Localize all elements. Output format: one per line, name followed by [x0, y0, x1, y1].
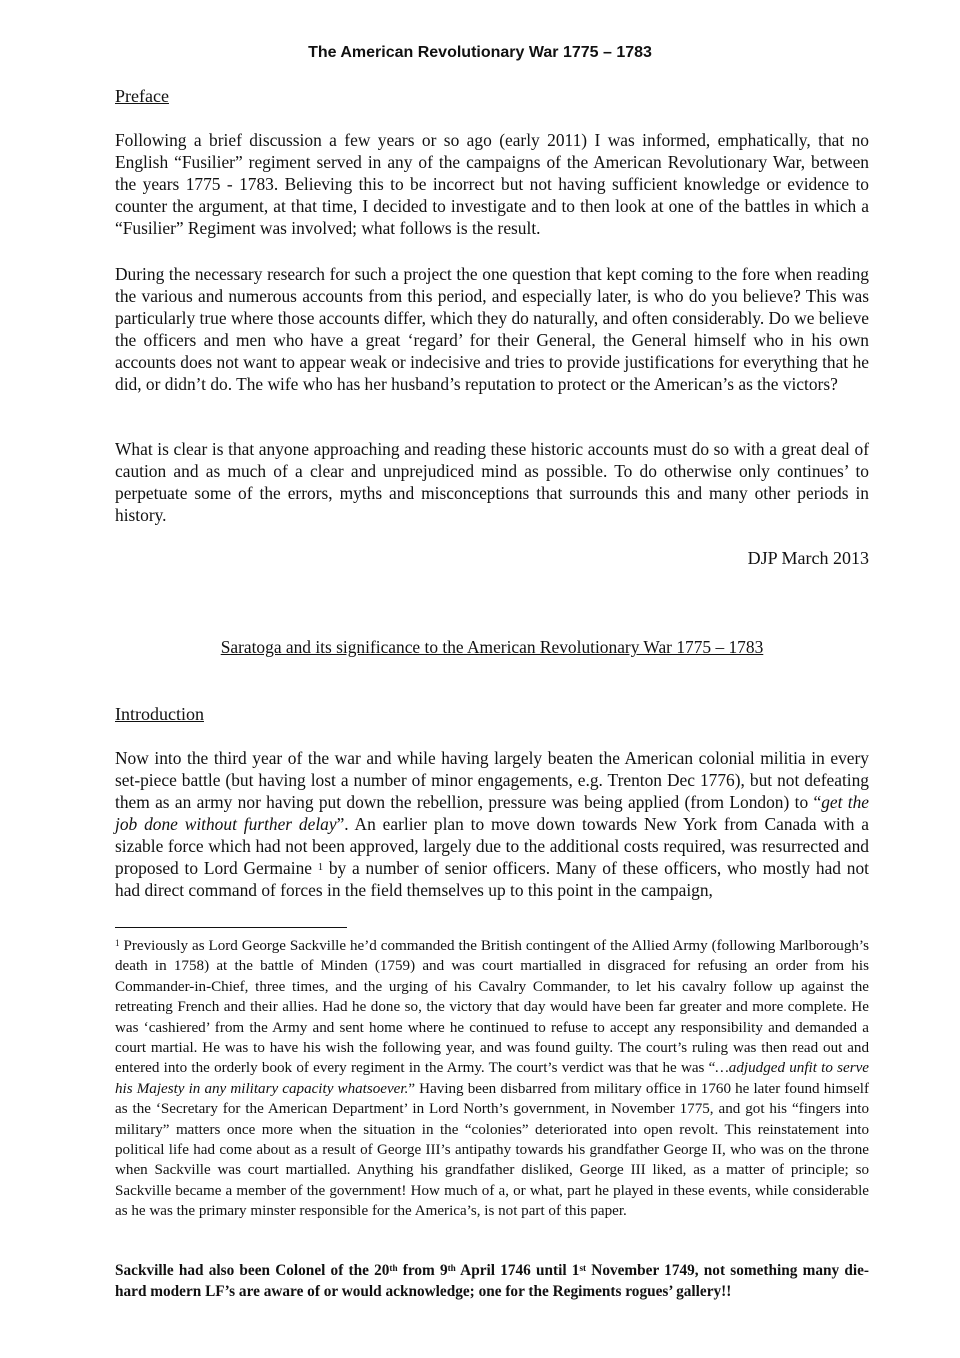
note-sup-3: st [579, 1263, 587, 1274]
note-sup-2: th [447, 1263, 456, 1274]
introduction-paragraph [115, 747, 869, 901]
preface-heading: Preface [115, 86, 169, 106]
footnote [115, 936, 869, 1222]
intro-text-3: by a number of senior officers. Many of these officers, who mostly had not had direct command of forces in the field themselves up to this point in the campaign, [115, 858, 869, 900]
footnote-reference[interactable]: 1 [317, 861, 324, 873]
footnote-quote: …adjudged unfit to serve his Majesty in any military capacity whatsoever. [115, 1060, 869, 1097]
note-text-2: from 9 [397, 1262, 448, 1279]
footnote-text-2: ” Having been disbarred from military office in 1760 he later found himself as the ‘Secretary for the American Department’ in Lord North’s government, in November 1775, and got his “fingers into military” matters once more when the situation in the “colonies” deteriorated into open revolt. This reinstatement into political life had come about as a result of George III’s antipathy towards his grandfather George II, who was on the throne when Sackville was court martialled. Anything his grandfather disliked, George III liked, as a matter of principle; so Sackville became a member of the government! How much of a, or what, part he played in these events, while considerable as he was the primary minster responsible for the America’s, is not part of this paper. [115, 1080, 869, 1220]
footnote-text-1: Previously as Lord George Sackville he’d commanded the British contingent of the Allied Army (following Marlborough’s death in 1758) at the battle of Minden (1759) and was court martialled in disgraced for refusing an order from his Commander-in-Chief, three times, and the urging of his Cavalry Commander, to let his cavalry follow up against the retreating French and their allies. Had he done so, the victory that day would have been far greater and more complete. He was ‘cashiered’ from the Army and sent home where he continued to refuse to accept any responsibility and demanded a court martial. He was to have his wish the following year, and was found guilty. The court’s ruling was then read out and entered into the orderly book of every regiment in the Army. The court’s verdict was that he was “ [115, 938, 869, 1077]
note-sup-1: th [389, 1263, 398, 1274]
note-text-4: November 1749, not something many die-hard modern LF’s are aware of or would acknowledge; one for the Regiments rogues’ gallery!! [115, 1262, 869, 1300]
signature: DJP March 2013 [747, 548, 869, 568]
preface-paragraph-3: What is clear is that anyone approaching and reading these historic accounts must do so with a great deal of caution and as much of a clear and unprejudiced mind as possible. To do otherwise only continues’ to perpetuate some of the errors, myths and misconceptions that surrounds this and many other periods in history. [115, 439, 869, 525]
preface-paragraph-2: During the necessary research for such a project the one question that kept coming to the fore when reading the various and numerous accounts from this period, and especially later, is who do you believe? This was particularly true where those accounts differ, which they do naturally, and often considerably. Do we believe the officers and men who have a great ‘regard’ for their General, the General himself who in his own accounts does not want to appear weak or indecisive and tries to provide justifications for everything that he did, or didn’t do. The wife who has her husband’s reputation to protect or the American’s as the victors? [115, 264, 869, 394]
introduction-heading: Introduction [115, 704, 204, 724]
bold-note [115, 1260, 869, 1302]
footnote-divider [115, 927, 347, 928]
note-text-3: April 1746 until 1 [455, 1262, 580, 1279]
footnote-number: 1 [115, 938, 120, 949]
section-title: Saratoga and its significance to the American Revolutionary War 1775 – 1783 [220, 637, 764, 657]
document-title: The American Revolutionary War 1775 – 1783 [308, 44, 652, 61]
intro-text-1: Now into the third year of the war and while having largely beaten the American colonial militia in every set-piece battle (but having lost a number of minor engagements, e.g. Trenton Dec 1776), but not defeating them as an army nor having put down the rebellion, pressure was being applied (from London) to “ [115, 748, 869, 812]
note-text-1: Sackville had also been Colonel of the 20 [115, 1262, 390, 1279]
intro-text-2: ”. An earlier plan to move down towards New York from Canada with a sizable force which had not been approved, largely due to the additional costs required, was resurrected and proposed to Lord Germaine [115, 814, 869, 878]
intro-quote: get the job done without further delay [115, 792, 869, 834]
preface-paragraph-1: Following a brief discussion a few years or so ago (early 2011) I was informed, emphatically, that no English “Fusilier” regiment served in any of the campaigns of the American Revolutionary War, between the years 1775 - 1783. Believing this to be incorrect but not having sufficient knowledge or evidence to counter the argument, at that time, I decided to investigate and to then look at one of the battles in which a “Fusilier” Regiment was involved; what follows is the result. [115, 130, 869, 238]
